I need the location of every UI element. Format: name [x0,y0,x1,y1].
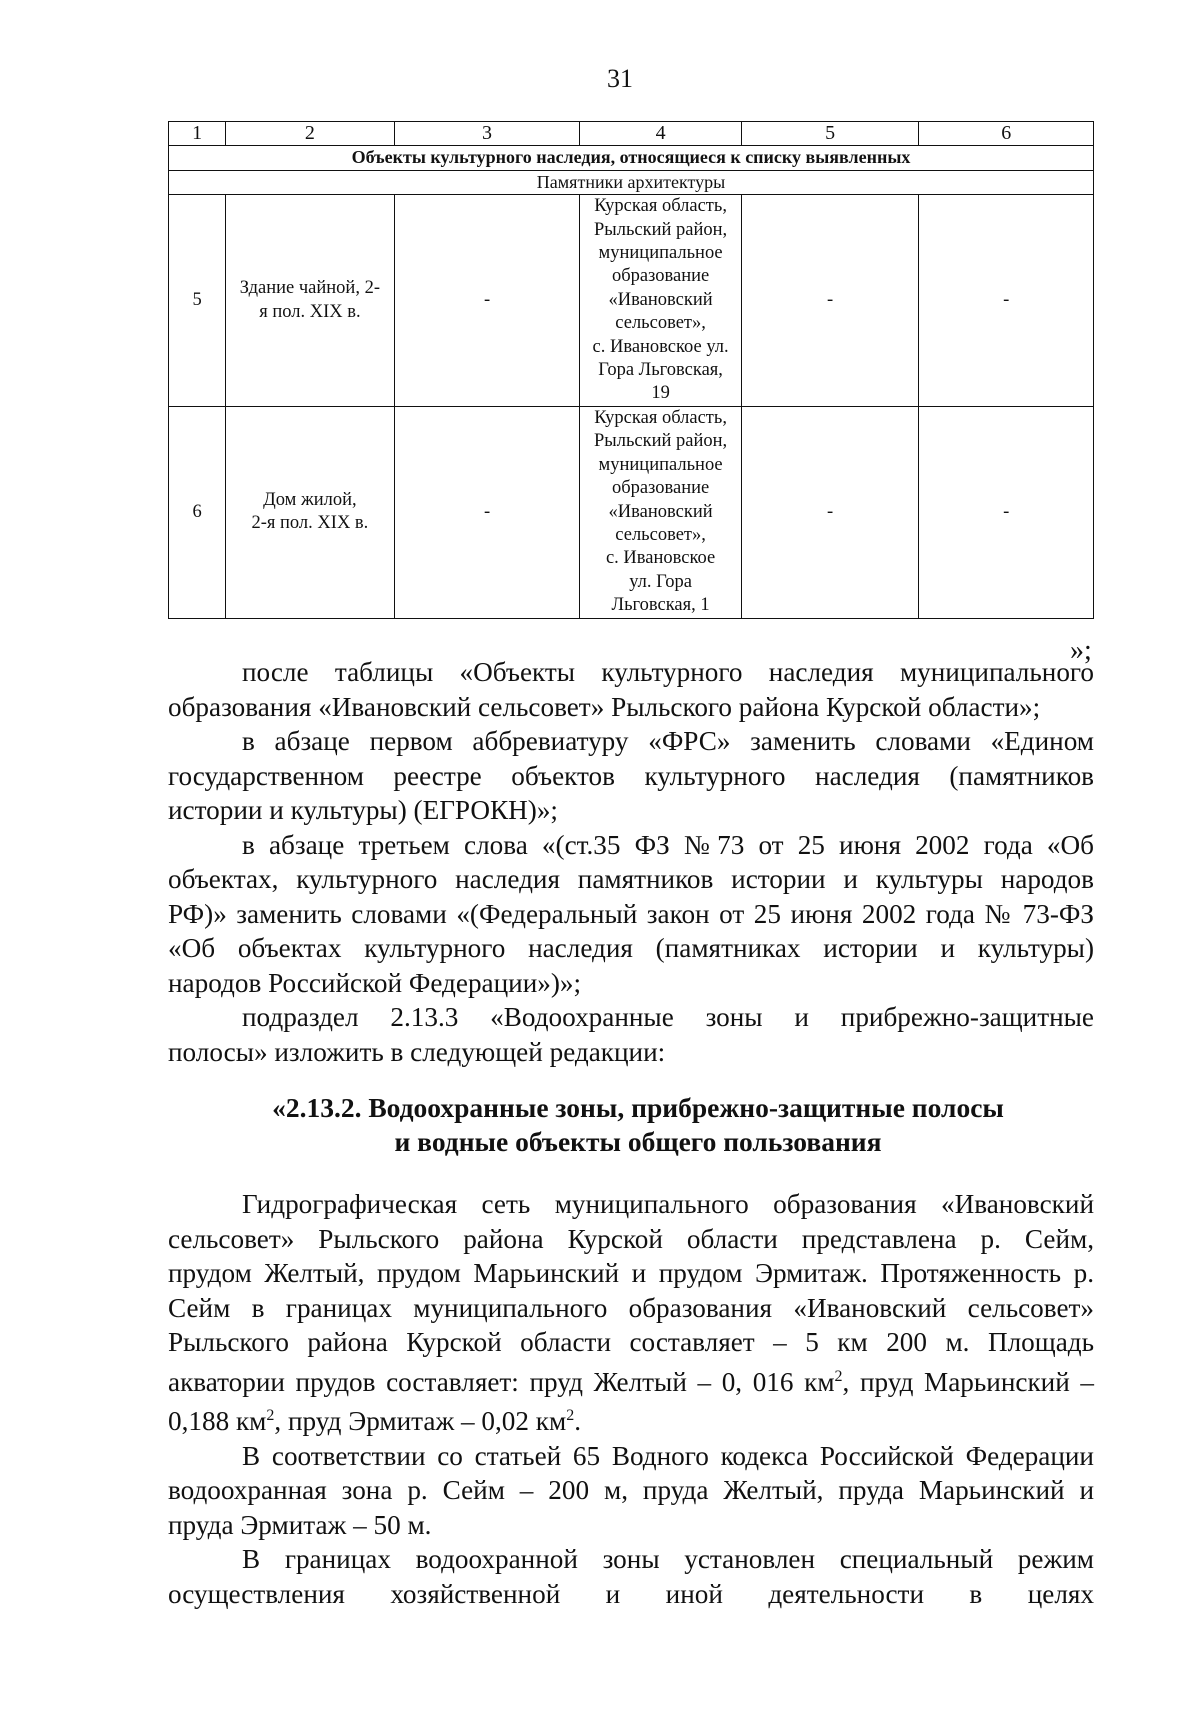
paragraph [168,1187,1094,1439]
address-line: образование [611,478,710,499]
text-line [168,1399,1094,1439]
text-fragment: , пруд Марьинский – [842,1366,1094,1397]
column-number-row [169,122,1094,146]
text-line: подраздел 2.13.3 «Водоохранные зоны и прибрежно-защитные [242,1002,1094,1032]
table-row [169,195,1094,407]
text-line: народов Российской Федерации»)»; [168,967,582,998]
text-line: водоохранная зона р. Сейм – 200 м, пруда Желтый, пруда Марьинский и [168,1475,1094,1506]
doc-cell: - [394,195,580,407]
address-line: Курская область, [594,196,727,217]
text-line: истории и культуры) (ЕГРОКН)»; [168,795,558,825]
address-line: образование [611,266,710,287]
address-line: Рыльский район, [594,219,728,240]
amendments-text [168,655,1094,1069]
text-fragment: акватории прудов составляет: пруд Желтый – 0, 016 км [168,1366,835,1397]
table-subsection-title: Памятники архитектуры [169,170,1094,194]
col6-cell: - [919,406,1094,618]
text-line: образования «Ивановский сельсовет» Рыльского района Курской области»; [168,691,1041,722]
address-line: «Ивановский [608,289,713,310]
superscript: 2 [566,1407,575,1425]
address-line: ул. Гора [629,571,692,592]
text-line [168,1360,1094,1400]
row-number: 6 [169,406,226,618]
heritage-objects-table [168,121,1094,619]
table-closing-quote: »; [1070,635,1092,666]
section-body [168,1187,1094,1611]
col5-cell: - [741,406,919,618]
object-name [226,195,394,407]
column-number: 6 [919,122,1094,146]
address-line: с. Ивановское ул. [592,336,729,357]
heading-line: «2.13.2. Водоохранные зоны, прибрежно-защитные полосы [272,1092,1004,1123]
address-line: Курская область, [594,407,727,428]
page-number: 31 [607,64,633,93]
text-line: В соответствии со статьей 65 Водного кодекса Российской Федерации [242,1440,1094,1471]
address-line: сельсовет», [615,313,706,334]
address-line: муниципальное [598,454,723,475]
paragraph [168,724,1094,828]
text-line: пруда Эрмитаж – 50 м. [168,1509,432,1540]
paragraph [168,1542,1094,1611]
object-name-line: 2-я пол. XIX в. [251,513,369,534]
object-name-line: Дом жилой, [263,489,357,510]
text-line: Рыльского района Курской области составляет – 5 км 200 м. Площадь [168,1327,1094,1357]
superscript: 2 [834,1367,843,1385]
table-row [169,406,1094,618]
address-line: Рыльский район, [594,431,728,452]
text-line: прудом Желтый, прудом Марьинский и прудом Эрмитаж. Протяженность р. [168,1258,1094,1288]
text-line: в абзаце третьем слова «(ст.35 ФЗ №73 от 25 июня 2002 года «Об [242,829,1094,860]
object-address [580,406,741,618]
text-line: сельсовет» Рыльского района Курской области представлена р. Сейм, [168,1223,1094,1254]
section-title-row [169,146,1094,170]
text-line: РФ)» заменить словами «(Федеральный закон от 25 июня 2002 года № 73-ФЗ [168,898,1094,929]
text-line: Гидрографическая сеть муниципального образования «Ивановский [242,1189,1094,1219]
text-line: «Об объектах культурного наследия (памятниках истории и культуры) [168,933,1094,963]
subsection-title-row [169,170,1094,194]
address-line: с. Ивановское [605,548,716,569]
row-number: 5 [169,195,226,407]
doc-cell: - [394,406,580,618]
paragraph [168,1000,1094,1069]
text-line: полосы» изложить в следующей редакции: [168,1036,666,1067]
superscript: 2 [266,1407,275,1425]
address-line: муниципальное [598,243,723,264]
text-line: объектах, культурного наследия памятников истории и культуры народов [168,864,1094,894]
object-name-line: я пол. XIX в. [259,301,361,322]
address-line: 19 [651,383,670,404]
object-name-line: Здание чайной, 2- [239,278,380,299]
text-line: Сейм в границах муниципального образования «Ивановский сельсовет» [168,1292,1094,1323]
address-line: Льговская, 1 [611,595,710,616]
text-fragment: , пруд Эрмитаж – 0,02 км [274,1406,567,1437]
text-line: после таблицы «Объекты культурного наследия муниципального [242,657,1094,687]
text-line: осуществления хозяйственной и иной деятельности в целях [168,1578,1094,1609]
object-address [580,195,741,407]
address-line: сельсовет», [615,524,706,545]
table-section-title: Объекты культурного наследия, относящиеся к списку выявленных [169,146,1094,170]
column-number: 4 [580,122,741,146]
section-heading [168,1091,1094,1159]
address-line: Гора Льговская, [598,360,723,381]
column-number: 2 [226,122,394,146]
text-line: государственном реестре объектов культурного наследия (памятников [168,760,1094,791]
paragraph [168,655,1094,724]
object-name [226,406,394,618]
column-number: 1 [169,122,226,146]
col6-cell: - [919,195,1094,407]
address-line: «Ивановский [608,501,713,522]
paragraph [168,828,1094,1001]
heading-line: и водные объекты общего пользования [394,1126,882,1157]
paragraph [168,1439,1094,1543]
text-line: В границах водоохранной зоны установлен специальный режим [242,1544,1094,1575]
text-fragment: . [574,1406,582,1437]
column-number: 5 [741,122,919,146]
text-line: в абзаце первом аббревиатуру «ФРС» заменить словами «Едином [242,726,1094,756]
col5-cell: - [741,195,919,407]
column-number: 3 [394,122,580,146]
text-fragment: 0,188 км [168,1406,267,1437]
